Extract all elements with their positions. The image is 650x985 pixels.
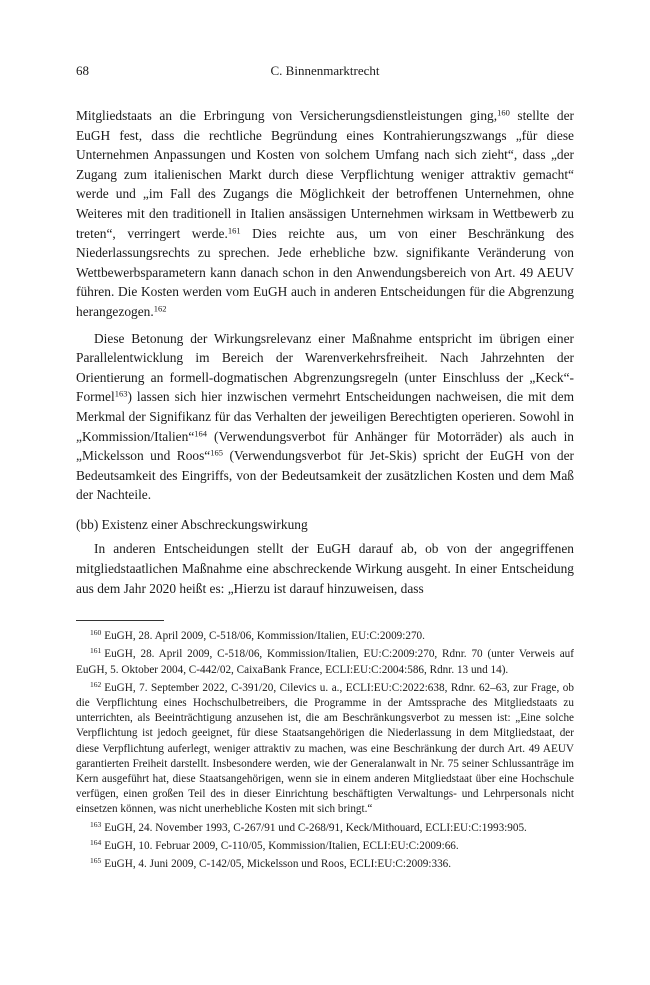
- footnote-text: EuGH, 10. Februar 2009, C-110/05, Kommission/Italien, ECLI:EU:C:2009:66.: [104, 839, 459, 852]
- footnote-164: [76, 839, 574, 854]
- footnote-text: EuGH, 28. April 2009, C-518/06, Kommission/Italien, EU:C:2009:270.: [104, 630, 425, 643]
- footnote-163: [76, 821, 574, 836]
- footnote-number: 165: [90, 855, 102, 865]
- footnote-text: EuGH, 4. Juni 2009, C-142/05, Mickelsson und Roos, ECLI:EU:C:2009:336.: [104, 858, 452, 871]
- footnote-number: 161: [90, 646, 102, 656]
- footnote-number: 164: [90, 837, 102, 847]
- body-text: [76, 106, 574, 598]
- page-number: 68: [76, 63, 89, 78]
- page: [76, 63, 574, 875]
- footnote-separator: [76, 620, 164, 621]
- paragraph-1-text-2: stellte der EuGH fest, dass die rechtliche Begründung eines Kontrahierungszwangs „für diese Unternehmen Anpassungen und Kosten von solchem Umfang nach sich zieht“, dass „der Zugang zum italienischen Markt durch diese Verpflichtung weniger attraktiv gemacht“ werde und „im Fall des Zugangs die Möglichkeit der betroffenen Unternehmen, ohne Weiteres mit den traditionell in Italien ansässigen Unternehmen wirksam in Wettbewerb zu treten“, verringert werde.: [76, 108, 574, 241]
- footnote-ref-164[interactable]: 164: [194, 427, 208, 438]
- footnote-165: [76, 857, 574, 872]
- footnote-number: 162: [90, 679, 102, 689]
- paragraph-2-text-3: (Verwendungsverbot für Anhänger für Motorräder) als auch in „Mickelsson und Roos“: [76, 428, 574, 464]
- footnote-ref-162[interactable]: 162: [153, 303, 167, 314]
- footnote-ref-161[interactable]: 161: [227, 224, 241, 235]
- footnotes: [76, 629, 574, 872]
- footnote-162: [76, 681, 574, 818]
- footnote-number: 160: [90, 628, 102, 638]
- page-header: [76, 63, 574, 85]
- paragraph-1: [76, 106, 574, 322]
- paragraph-3: In anderen Entscheidungen stellt der EuGH darauf ab, ob von der angegriffenen mitgliedstaatlichen Maßnahme eine abschreckende Wirkung ausgeht. In einer Entscheidung aus dem Jahr 2020 heißt es: „Hierzu ist darauf hinzuweisen, dass: [76, 541, 574, 596]
- footnote-text: EuGH, 28. April 2009, C-518/06, Kommission/Italien, EU:C:2009:270, Rdnr. 70 (unter Verweis auf EuGH, 5. Oktober 2004, C-442/02, CaixaBank France, ECLI:EU:C:2004:586, Rdnr. 13 und 14).: [76, 648, 574, 676]
- footnote-ref-163[interactable]: 163: [114, 388, 128, 399]
- paragraph-2: [76, 329, 574, 505]
- paragraph-2-text-4: (Verwendungsverbot für Jet-Skis) spricht der EuGH von der Bedeutsamkeit des Eingriffs, von der Bedeutsamkeit der zusätzlichen Kosten und dem Maß der Nachteile.: [76, 448, 574, 503]
- footnote-ref-160[interactable]: 160: [497, 107, 510, 118]
- running-head: C. Binnenmarktrecht: [270, 63, 380, 78]
- footnote-text: EuGH, 7. September 2022, C-391/20, Cilevics u. a., ECLI:EU:C:2022:638, Rdnr. 62–63, zur Frage, ob die Verpflichtung eines Hochschulbetreibers, die Programme in der Amtssprache des Mitgliedstaats zu unterrichten, als Beeinträchtigung anzusehen ist, die am Beschränkungsverbot zu messen ist: „Eine solche Verpflichtung ist jedoch geeignet, für diese Staatsangehörigen die Niederlassung in dem Mitgliedstaat, der diese Verpflichtung auferlegt, weniger attraktiv zu machen, was eine Beschränkung der durch Art. 49 AEUV garantierten Freiheit darstellt. Insbesondere werden, wie der Generalanwalt in Nr. 75 seiner Schlussanträge im Kern ausgeführt hat, diese Staatsangehörigen, wenn sie in einem anderen Mitgliedstaat über eine Hochschule verfügen, einen großen Teil des in dieser Einrichtung beschäftigten Verwaltungs- und Lehrpersonals nicht einsetzen können, was nicht unerhebliche Kosten mit sich bringt.“: [76, 681, 574, 816]
- footnote-160: [76, 629, 574, 644]
- footnote-number: 163: [90, 819, 102, 829]
- paragraph-1-text-3: Dies reichte aus, um von einer Beschränkung des Niederlassungsrechts zu sprechen. Jede erhebliche bzw. signifikante Veränderung von Wettbewerbsparametern kann danach schon in den Anwendungsbereich von Art. 49 AEUV führen. Die Kosten werden vom EuGH auch in anderen Entscheidungen für die Abgrenzung herangezogen.: [76, 225, 574, 319]
- paragraph-2-text-2: ) lassen sich hier inzwischen vermehrt Entscheidungen nachweisen, die mit dem Merkmal der Signifikanz für das Verhalten der jeweiligen Berechtigten operieren. Sowohl in „Kommission/Italien“: [76, 389, 574, 444]
- footnote-161: [76, 647, 574, 677]
- footnote-text: EuGH, 24. November 1993, C-267/91 und C-268/91, Keck/Mithouard, ECLI:EU:C:1993:905.: [104, 821, 527, 834]
- section-subheading: (bb) Existenz einer Abschreckungswirkung: [76, 516, 308, 532]
- footnote-ref-165[interactable]: 165: [210, 447, 223, 458]
- paragraph-2-text-1: Diese Betonung der Wirkungsrelevanz einer Maßnahme entspricht im übrigen einer Parallelentwicklung im Bereich der Warenverkehrsfreiheit. Nach Jahrzehnten der Orientierung an formell-dogmatischen Abgrenzungsregeln (unter Einschluss der „Keck“-Formel: [76, 330, 574, 405]
- paragraph-1-text-1: Mitgliedstaats an die Erbringung von Versicherungsdienstleistungen ging,: [76, 108, 498, 123]
